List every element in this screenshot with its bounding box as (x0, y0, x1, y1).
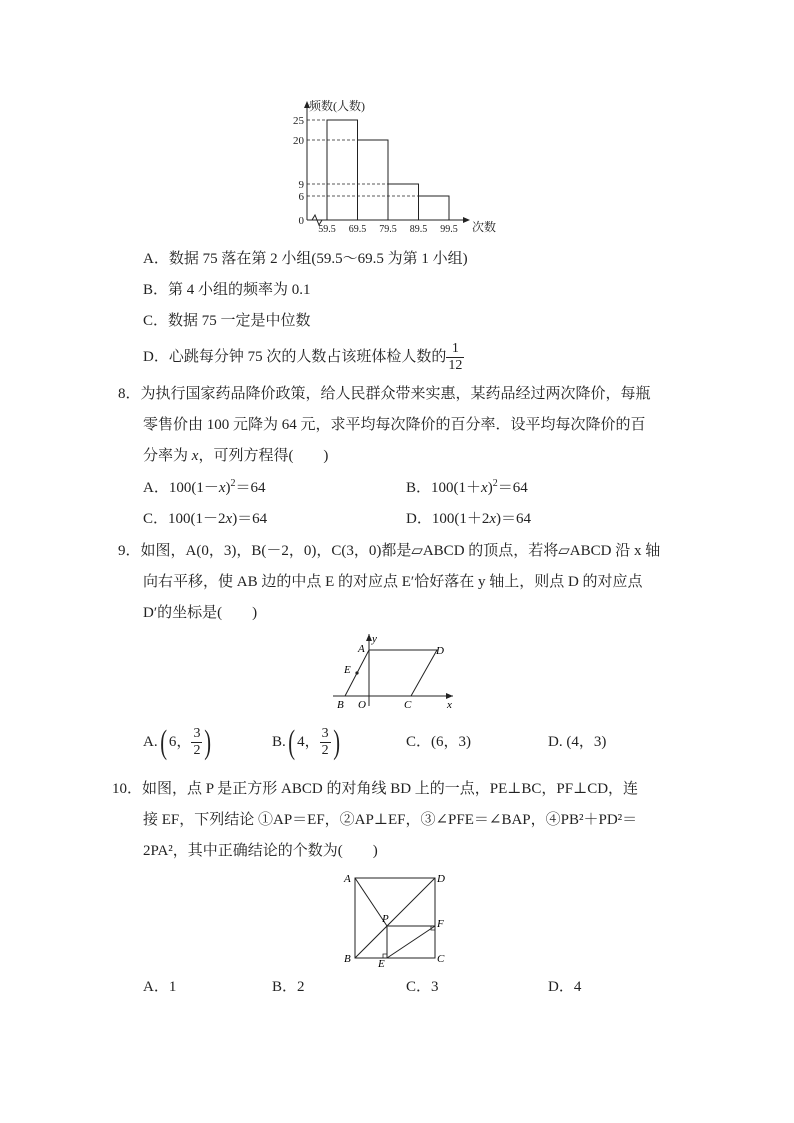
q7-option-b: B．第 4 小组的频率为 0.1 (143, 282, 311, 298)
q10-option-c: C．3 (406, 979, 439, 995)
q8-option-a (143, 478, 266, 498)
q8-stem-line2: 零售价由 100 元降为 64 元，求平均每次降价的百分率．设平均每次降价的百 (143, 417, 646, 433)
q9-a-x: 6， (168, 734, 192, 750)
q8-c-end: )＝64 (232, 511, 268, 527)
histogram-bar (358, 140, 389, 220)
q8-c-var: x (225, 511, 233, 527)
q9-b-num: 3 (321, 726, 329, 742)
q8-line3-end: ，可列方程得( ) (198, 448, 329, 464)
q9-stem-line3: D′的坐标是( ) (143, 605, 258, 621)
histogram-x-tick-label: 69.5 (348, 224, 367, 235)
fig10-label-a: A (344, 873, 351, 885)
q7-fraction (446, 341, 464, 374)
q9-option-b (272, 720, 342, 764)
fig10-label-f: F (437, 918, 444, 930)
fig10-label-e: E (378, 958, 385, 968)
q9-option-a (143, 720, 214, 764)
q7-frac-num: 1 (446, 341, 464, 358)
fig9-label-o: O (358, 699, 366, 710)
histogram-x-tick-label: 79.5 (379, 224, 397, 235)
q9-a-right-paren: ) (204, 723, 212, 761)
q7-option-d-text: D．心跳每分钟 75 次的人数占该班体检人数的 (143, 349, 447, 365)
q7-option-a: A．数据 75 落在第 2 小组(59.5～69.5 为第 1 小组) (143, 251, 468, 267)
q8-b-var: x (481, 480, 488, 496)
fig9-label-b: B (337, 699, 344, 710)
q7-option-c: C．数据 75 一定是中位数 (143, 313, 311, 329)
q8-line3-var: x (191, 448, 199, 464)
fig10-label-d: D (437, 873, 445, 885)
q9-b-right-paren: ) (332, 723, 340, 761)
fig9-label-c: C (404, 699, 412, 710)
q8-a-end: ) (225, 480, 231, 496)
q9-a-fraction (191, 726, 202, 759)
q9-b-fraction (320, 726, 331, 759)
q9-b-left-paren: ( (288, 723, 295, 761)
q10-option-d: D．4 (548, 979, 582, 995)
q8-a-rhs: ＝64 (235, 480, 266, 496)
fig10-label-p: P (382, 913, 389, 925)
q7-frac-den: 12 (448, 358, 463, 374)
q10-option-b: B．2 (272, 979, 305, 995)
fig9-label-d: D (436, 645, 444, 657)
q10-stem-line2: 接 EF，下列结论 ①AP＝EF，②AP⊥EF，③∠PFE＝∠BAP，④PB²＋PD²＝ (143, 812, 638, 828)
histogram-x-axis-arrow (463, 217, 470, 223)
q10-option-a: A．1 (143, 979, 177, 995)
histogram-bar (327, 120, 358, 220)
fig9-label-a: A (358, 643, 365, 655)
histogram-x-tick-label: 89.5 (409, 224, 428, 235)
histogram-y-tick-label: 20 (293, 135, 304, 147)
q9-a-label: A. (143, 734, 158, 750)
q9-option-d: D. (4，3) (548, 734, 607, 750)
histogram-y-tick-label: 25 (293, 115, 304, 127)
fig9-label-e: E (344, 664, 351, 676)
q8-d-text: D．100(1＋2 (406, 511, 490, 527)
q8-option-b (406, 478, 528, 498)
q10-stem-line1: 10．如图，点 P 是正方形 ABCD 的对角线 BD 上的一点，PE⊥BC，PF⊥CD，连 (112, 781, 639, 797)
q9-a-den: 2 (193, 743, 201, 759)
histogram-x-axis-label: 次数 (472, 220, 497, 234)
q9-stem-line1: 9．如图，A(0，3)，B(－2，0)，C(3，0)都是▱ABCD 的顶点，若将▱ABCD 沿 x 轴 (118, 543, 661, 559)
histogram-bar (419, 196, 450, 220)
q8-b-text: B．100(1＋ (406, 480, 482, 496)
fig10-label-c: C (437, 953, 445, 965)
histogram-y-tick-label: 0 (298, 215, 304, 227)
q9-b-x: 4， (297, 734, 320, 750)
q8-a-var: x (218, 480, 226, 496)
q8-option-c (143, 509, 267, 529)
q8-a-text: A．100(1－ (143, 480, 219, 496)
histogram-y-tick-label: 6 (298, 191, 304, 203)
fig9-label-x: x (447, 699, 452, 710)
q9-b-den: 2 (321, 743, 329, 759)
q10-stem-line3: 2PA²，其中正确结论的个数为( ) (143, 843, 378, 859)
fig10-label-b: B (344, 953, 351, 965)
q8-c-text: C．100(1－2 (143, 511, 226, 527)
q8-d-end: )＝64 (496, 511, 531, 527)
q7-option-d (143, 340, 464, 374)
q8-stem-line1: 8．为执行国家药品降价政策，给人民群众带来实惠，某药品经过两次降价，每瓶 (118, 386, 651, 402)
q8-b-end: ) (487, 480, 493, 496)
histogram-y-tick-label: 9 (298, 179, 304, 191)
q9-a-num: 3 (193, 726, 201, 742)
q9-b-label: B. (272, 734, 286, 750)
q8-stem-line3 (143, 446, 328, 466)
histogram-y-axis-label: 频数(人数) (309, 99, 365, 113)
q8-option-d (406, 509, 531, 529)
frequency-histogram (280, 95, 500, 245)
square-figure (340, 868, 450, 968)
q9-a-left-paren: ( (159, 723, 167, 761)
q8-line3-text: 分率为 (143, 448, 192, 464)
histogram-bar (388, 184, 419, 220)
histogram-x-tick-label: 59.5 (318, 224, 336, 235)
q9-stem-line2: 向右平移，使 AB 边的中点 E 的对应点 E′恰好落在 y 轴上，则点 D 的对应点 (143, 574, 643, 590)
fig9-label-y: y (372, 633, 377, 645)
q8-a-sup: 2 (230, 478, 236, 489)
q9-option-c: C．(6，3) (406, 734, 471, 750)
q8-b-sup: 2 (492, 478, 498, 489)
q8-b-rhs: ＝64 (497, 480, 528, 496)
parallelogram-figure (325, 630, 465, 710)
histogram-x-tick-label: 99.5 (440, 224, 458, 235)
q8-d-var: x (489, 511, 496, 527)
